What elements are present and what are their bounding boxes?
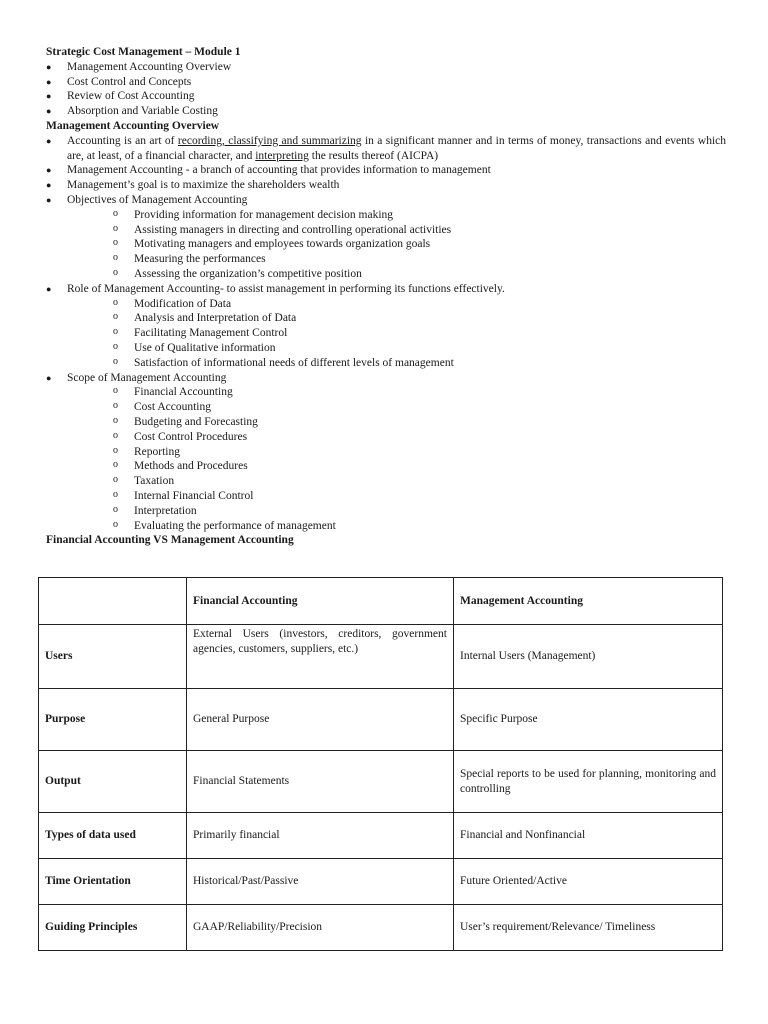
sublist-item: o Cost Accounting xyxy=(113,400,726,415)
sublist-item: o Use of Qualitative information xyxy=(113,341,726,356)
role-label: Role of Management Accounting- to assist management in performing its functions effectively. xyxy=(67,282,505,295)
comparison-table xyxy=(38,577,723,951)
sublist-item: o Internal Financial Control xyxy=(113,489,726,504)
sublist-item: o Assisting managers in directing and controlling operational activities xyxy=(113,223,726,238)
table-cell: User’s requirement/Relevance/ Timeliness xyxy=(454,905,723,951)
sublist-item: o Budgeting and Forecasting xyxy=(113,415,726,430)
row-label-cell: Types of data used xyxy=(39,813,187,859)
definition-text: the results thereof (AICPA) xyxy=(308,149,439,162)
role-sublist xyxy=(67,297,726,371)
sublist-item: o Methods and Procedures xyxy=(113,459,726,474)
objectives-sublist xyxy=(67,208,726,282)
section-heading-overview: Management Accounting Overview xyxy=(46,119,220,132)
document-body xyxy=(46,45,726,548)
row-label-cell: Users xyxy=(39,625,187,689)
table-row xyxy=(39,625,723,689)
module-topics-list xyxy=(46,60,726,119)
definition-text: Accounting is an art of xyxy=(67,134,178,147)
scope-sublist xyxy=(67,385,726,533)
table-cell: Specific Purpose xyxy=(454,689,723,751)
role-item xyxy=(46,282,726,371)
table-cell: External Users (investors, creditors, government agencies, customers, suppliers, etc.) xyxy=(187,625,454,689)
scope-item xyxy=(46,371,726,534)
sublist-item: o Cost Control Procedures xyxy=(113,430,726,445)
sublist-item: o Providing information for management decision making xyxy=(113,208,726,223)
table-cell: Special reports to be used for planning, monitoring and controlling xyxy=(454,751,723,813)
list-item: ● Management Accounting - a branch of accounting that provides information to management xyxy=(46,163,726,178)
table-cell: Internal Users (Management) xyxy=(454,625,723,689)
table-header-cell xyxy=(39,578,187,625)
table-row xyxy=(39,905,723,951)
table-cell: Historical/Past/Passive xyxy=(187,859,454,905)
table-row xyxy=(39,813,723,859)
sublist-item: o Evaluating the performance of management xyxy=(113,519,726,534)
table-cell: Future Oriented/Active xyxy=(454,859,723,905)
table-header-cell: Financial Accounting xyxy=(187,578,454,625)
table-cell: Financial Statements xyxy=(187,751,454,813)
table-header-cell: Management Accounting xyxy=(454,578,723,625)
overview-list xyxy=(46,134,726,534)
row-label-cell: Time Orientation xyxy=(39,859,187,905)
sublist-item: o Measuring the performances xyxy=(113,252,726,267)
table-row xyxy=(39,689,723,751)
table-cell: Financial and Nonfinancial xyxy=(454,813,723,859)
sublist-item: o Modification of Data xyxy=(113,297,726,312)
sublist-item: o Satisfaction of informational needs of different levels of management xyxy=(113,356,726,371)
section-heading-comparison: Financial Accounting VS Management Accounting xyxy=(46,534,294,547)
definition-underlined-text: recording, classifying and summarizing xyxy=(177,134,362,147)
sublist-item: o Reporting xyxy=(113,445,726,460)
sublist-item: o Motivating managers and employees towards organization goals xyxy=(113,237,726,252)
definition-underlined-text: interpreting xyxy=(255,149,309,162)
list-item: ● Management Accounting Overview xyxy=(46,60,726,75)
table-cell: GAAP/Reliability/Precision xyxy=(187,905,454,951)
sublist-item: o Assessing the organization’s competitive position xyxy=(113,267,726,282)
objectives-label: Objectives of Management Accounting xyxy=(67,193,248,206)
row-label-cell: Output xyxy=(39,751,187,813)
list-item: ● Cost Control and Concepts xyxy=(46,75,726,90)
table-row xyxy=(39,751,723,813)
sublist-item: o Facilitating Management Control xyxy=(113,326,726,341)
table-cell: Primarily financial xyxy=(187,813,454,859)
row-label-cell: Guiding Principles xyxy=(39,905,187,951)
list-item: ● Absorption and Variable Costing xyxy=(46,104,726,119)
list-item: ● Review of Cost Accounting xyxy=(46,89,726,104)
list-item: ● Management’s goal is to maximize the shareholders wealth xyxy=(46,178,726,193)
document-title: Strategic Cost Management – Module 1 xyxy=(46,46,241,58)
sublist-item: o Interpretation xyxy=(113,504,726,519)
table-cell: General Purpose xyxy=(187,689,454,751)
table-header-row xyxy=(39,578,723,625)
sublist-item: o Analysis and Interpretation of Data xyxy=(113,311,726,326)
table-row xyxy=(39,859,723,905)
sublist-item: o Taxation xyxy=(113,474,726,489)
row-label-cell: Purpose xyxy=(39,689,187,751)
scope-label: Scope of Management Accounting xyxy=(67,371,227,384)
definition-text: in a significant manner and in terms of money, transactions and events which are, at least, of a financial character, and xyxy=(67,134,726,162)
objectives-item xyxy=(46,193,726,282)
sublist-item: o Financial Accounting xyxy=(113,385,726,400)
definition-item xyxy=(46,134,726,164)
